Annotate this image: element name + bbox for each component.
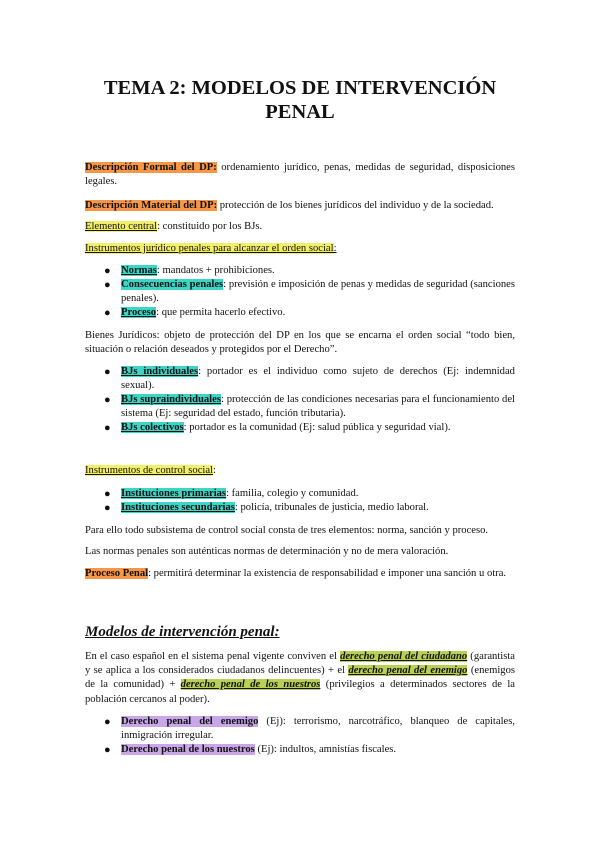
bullet-text: (Ej): indultos, amnistías fiscales. xyxy=(254,744,397,755)
bullet-text: : que permita hacerlo efectivo. xyxy=(156,307,286,318)
bullet-icon: ● xyxy=(104,744,111,756)
bullet-text: : portador es la comunidad (Ej: salud pública y seguridad vial). xyxy=(183,422,451,433)
list-item xyxy=(104,715,515,743)
term-proceso-penal: Proceso Penal xyxy=(85,568,149,579)
term-dp-enemigo: derecho penal del enemigo xyxy=(348,665,468,677)
bullet-text: : protección de las condiciones necesarias para el funcionamiento del sistema (Ej: seguridad del estado, función tributaria). xyxy=(121,394,515,420)
page-title xyxy=(60,76,540,124)
term-desc-formal: Descripción Formal del DP xyxy=(85,162,214,173)
list-item xyxy=(104,393,515,421)
bullet-term: BJs individuales xyxy=(121,366,199,377)
list-item xyxy=(104,278,515,306)
bullet-icon: ● xyxy=(104,502,111,514)
bullet-icon: ● xyxy=(104,307,111,319)
paragraph-text: (privilegios a determinados sectores de la población cercanos al poder). xyxy=(85,679,515,705)
term-instrumentos-jp: Instrumentos jurídico penales para alcanzar el orden social xyxy=(85,243,334,254)
bullet-icon: ● xyxy=(104,279,111,291)
term-desc-material: Descripción Material del DP xyxy=(85,200,214,211)
term-colon: : xyxy=(213,162,217,173)
term-colon: : xyxy=(212,465,216,476)
bullet-term: Instituciones primarias xyxy=(121,488,227,499)
bullet-text: : policía, tribunales de justicia, medio laboral. xyxy=(234,502,429,513)
term-elemento-central: Elemento central xyxy=(85,221,158,232)
title-line-2: PENAL xyxy=(265,101,335,123)
heading-text: Modelos de intervención penal xyxy=(85,624,275,640)
paragraph-text: ordenamiento jurídico, penas, medidas de seguridad, disposiciones legales. xyxy=(85,162,516,188)
paragraph-proceso-penal xyxy=(85,567,515,581)
paragraph-text: : constituido por los BJs. xyxy=(157,221,263,232)
bullet-text: : previsión e imposición de penas y medidas de seguridad (sanciones penales). xyxy=(121,279,515,305)
bullet-icon: ● xyxy=(104,488,111,500)
paragraph-text: En el caso español en el sistema penal vigente conviven el xyxy=(85,651,341,662)
bullet-text: : mandatos + prohibiciones. xyxy=(156,265,275,276)
bullet-icon: ● xyxy=(104,716,111,728)
bullet-term: BJs colectivos xyxy=(121,422,184,433)
bullet-text: (Ej): terrorismo, narcotráfico, blanqueo de capitales, inmigración irregular. xyxy=(121,716,515,742)
paragraph-instrumentos-jp xyxy=(85,242,515,256)
bullet-term: BJs supraindividuales xyxy=(121,394,221,405)
list-item xyxy=(104,487,515,501)
bullet-text: : portador es el individuo como sujeto de derechos (Ej: indemnidad sexual). xyxy=(121,366,515,392)
bullet-icon: ● xyxy=(104,422,111,434)
paragraph-desc-material xyxy=(85,199,515,213)
paragraph-instrumentos-cs xyxy=(85,464,515,478)
term-instrumentos-cs: Instrumentos de control social xyxy=(85,465,213,476)
term-colon: : xyxy=(213,200,218,211)
list-item xyxy=(104,264,515,278)
paragraph-text: protección de los bienes jurídicos del individuo y de la sociedad. xyxy=(217,200,494,211)
paragraph-elemento xyxy=(85,220,515,234)
bullet-text: : familia, colegio y comunidad. xyxy=(226,488,359,499)
paragraph-bienes-juridicos: Bienes Jurídicos: objeto de protección del DP en los que se encarna el orden social “todo bien, situación o relación deseados y protegidos por el Derecho”. xyxy=(85,330,515,356)
list-item xyxy=(104,421,515,435)
term-dp-nuestros: derecho penal de los nuestros xyxy=(180,679,321,691)
bullet-term: Derecho penal del enemigo xyxy=(121,716,259,727)
bullet-icon: ● xyxy=(104,394,111,406)
term-dp-ciudadano: derecho penal del ciudadano xyxy=(340,651,468,662)
list-item xyxy=(104,743,515,757)
paragraph-text: : permitirá determinar la existencia de responsabilidad e imponer una sanción u otra. xyxy=(148,568,507,579)
paragraph-modelos xyxy=(85,650,515,707)
list-item xyxy=(104,501,515,515)
bullet-term: Proceso xyxy=(121,307,157,318)
bullet-term: Consecuencias penales xyxy=(121,279,224,290)
bullet-term: Normas xyxy=(121,265,157,276)
bullet-term: Instituciones secundarias xyxy=(121,502,235,513)
bullet-icon: ● xyxy=(104,366,111,378)
list-item xyxy=(104,365,515,393)
paragraph-normas-penales: Las normas penales son auténticas normas de determinación y no de mera valoración. xyxy=(85,546,449,557)
term-colon: : xyxy=(333,243,337,254)
paragraph-subsistema: Para ello todo subsistema de control social consta de tres elementos: norma, sanción y proceso. xyxy=(85,525,489,536)
bullet-icon: ● xyxy=(104,265,111,277)
bullet-term: Derecho penal de los nuestros xyxy=(121,744,255,755)
title-line-1: TEMA 2: MODELOS DE INTERVENCIÓN xyxy=(103,77,497,99)
section-heading-modelos xyxy=(85,624,280,641)
heading-colon: : xyxy=(274,624,280,640)
paragraph-text: (garantista y se aplica a los considerados ciudadanos delincuentes) + el xyxy=(85,651,515,677)
paragraph-text: (enemigos de la comunidad) + xyxy=(85,665,515,691)
list-item xyxy=(104,306,515,320)
paragraph-desc-formal xyxy=(85,161,515,189)
